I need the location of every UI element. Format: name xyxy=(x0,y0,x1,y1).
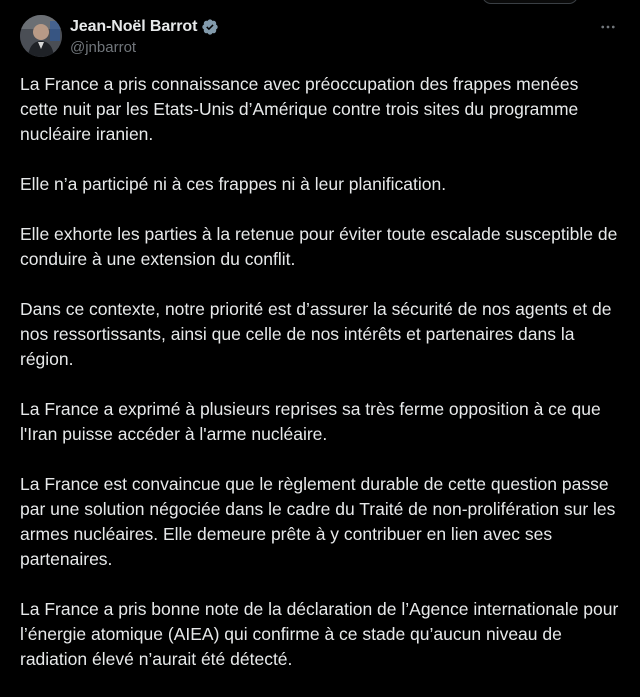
tweet-paragraph: La France a pris bonne note de la déclaration de l’Agence internationale pour l’énergie atomique (AIEA) qui confirme à ce stade qu’aucun niveau de radiation élevé n’aurait été détecté. xyxy=(20,599,619,669)
tweet-paragraph: Dans ce contexte, notre priorité est d’assurer la sécurité de nos agents et de nos ressortissants, ainsi que celle de nos intérêts et partenaires dans la région. xyxy=(20,299,612,369)
avatar-image xyxy=(20,15,62,57)
tweet-paragraph: Elle exhorte les parties à la retenue pour éviter toute escalade susceptible de conduire à une extension du conflit. xyxy=(20,224,618,269)
more-horizontal-icon[interactable] xyxy=(598,17,618,37)
tweet-text xyxy=(20,72,620,697)
tweet-paragraph: La France a exprimé à plusieurs reprises sa très ferme opposition à ce que l'Iran puisse accéder à l'arme nucléaire. xyxy=(20,399,601,444)
tweet-paragraph: Elle n’a participé ni à ces frappes ni à leur planification. xyxy=(20,174,447,194)
follow-button-partial[interactable] xyxy=(482,0,578,4)
name-row xyxy=(70,16,219,38)
author-info xyxy=(70,16,219,56)
display-name[interactable]: Jean-Noël Barrot xyxy=(70,18,198,35)
verified-badge-icon[interactable] xyxy=(201,18,219,36)
tweet-paragraph: La France a pris connaissance avec préoccupation des frappes menées cette nuit par les Etats-Unis d’Amérique contre trois sites du programme nucléaire iranien. xyxy=(20,74,579,144)
tweet-paragraph: La France est convaincue que le règlement durable de cette question passe par une solution négociée dans le cadre du Traité de non-prolifération sur les armes nucléaires. Elle demeure prête à y contribuer en lien avec ses partenaires. xyxy=(20,474,616,569)
avatar[interactable] xyxy=(20,15,62,57)
user-handle[interactable]: @jnbarrot xyxy=(70,39,137,56)
tweet-header xyxy=(20,15,620,59)
